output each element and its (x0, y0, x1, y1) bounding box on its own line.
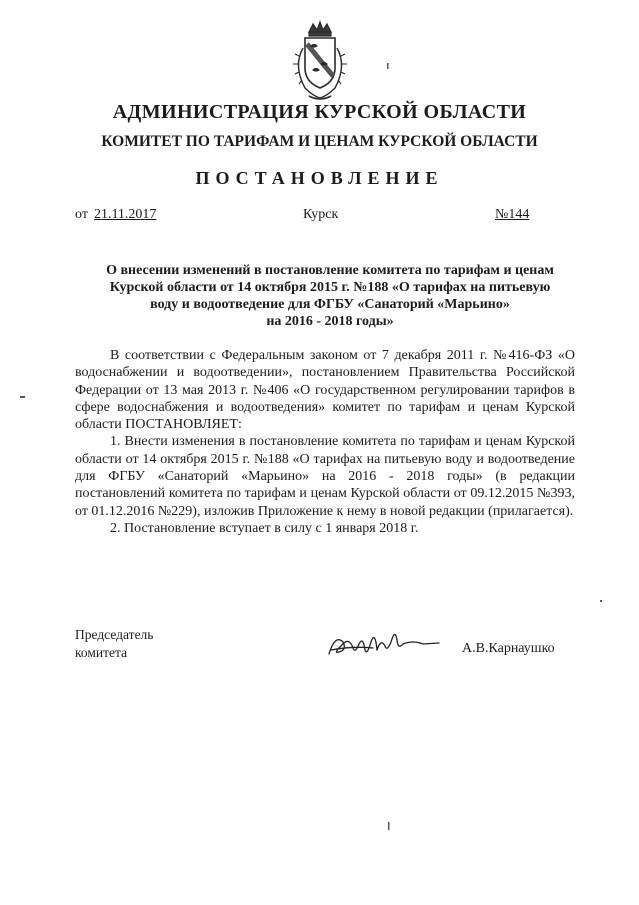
organization-title: АДМИНИСТРАЦИЯ КУРСКОЙ ОБЛАСТИ (112, 101, 527, 123)
signer-name: А.В.Карнаушко (462, 641, 555, 656)
subject-line: О внесении изменений в постановление комитета по тарифам и ценам (106, 263, 554, 278)
document-city: Курск (303, 207, 339, 222)
document-type-heading: ПОСТАНОВЛЕНИЕ (195, 168, 444, 188)
document-body (75, 347, 575, 537)
subject-line: воду и водоотведение для ФГБУ «Санаторий «Марьино» (150, 297, 510, 312)
signer-position-line: Председатель (75, 627, 154, 642)
date-prefix: от (75, 207, 88, 222)
subject-line: на 2016 - 2018 годы» (266, 314, 394, 329)
signer-position-line: комитета (75, 645, 128, 660)
date-value: 21.11.2017 (93, 207, 157, 222)
committee-title: КОМИТЕТ ПО ТАРИФАМ И ЦЕНАМ КУРСКОЙ ОБЛАСТИ (101, 133, 538, 150)
document-subject (80, 262, 580, 330)
handwritten-signature-icon (323, 620, 443, 666)
subject-line: Курской области от 14 октября 2015 г. №188 «О тарифах на питьевую (109, 280, 551, 295)
kursk-region-coat-of-arms-icon (283, 18, 357, 102)
resolution-item-2: 2. Постановление вступает в силу с 1 января 2018 г. (110, 520, 419, 536)
signer-position (75, 626, 153, 662)
resolution-item-1: 1. Внести изменения в постановление комитета по тарифам и ценам Курской области от 14 октября 2015 г. №188 «О тарифах на питьевую воду и водоотведение для ФГБУ «Санаторий «Марьино» на 2016 - 2018 годы» (в редакции постановлений комитета по тарифам и ценам Курской области от 09.12.2015 №393, от 01.12.2016 №229), изложив Приложение к нему в новой редакции (прилагается). (75, 434, 575, 519)
preamble-paragraph: В соответствии с Федеральным законом от 7 декабря 2011 г. №416-ФЗ «О водоснабжении и водоотведении», постановлением Правительства Российской Федерации от 13 мая 2013 г. №406 «О государственном регулировании тарифов в сфере водоснабжения и водоотведения» комитет по тарифам и ценам Курской области ПОСТАНОВЛЯЕТ: (75, 348, 575, 433)
document-number: №144 (495, 207, 530, 222)
document-date (75, 207, 156, 223)
